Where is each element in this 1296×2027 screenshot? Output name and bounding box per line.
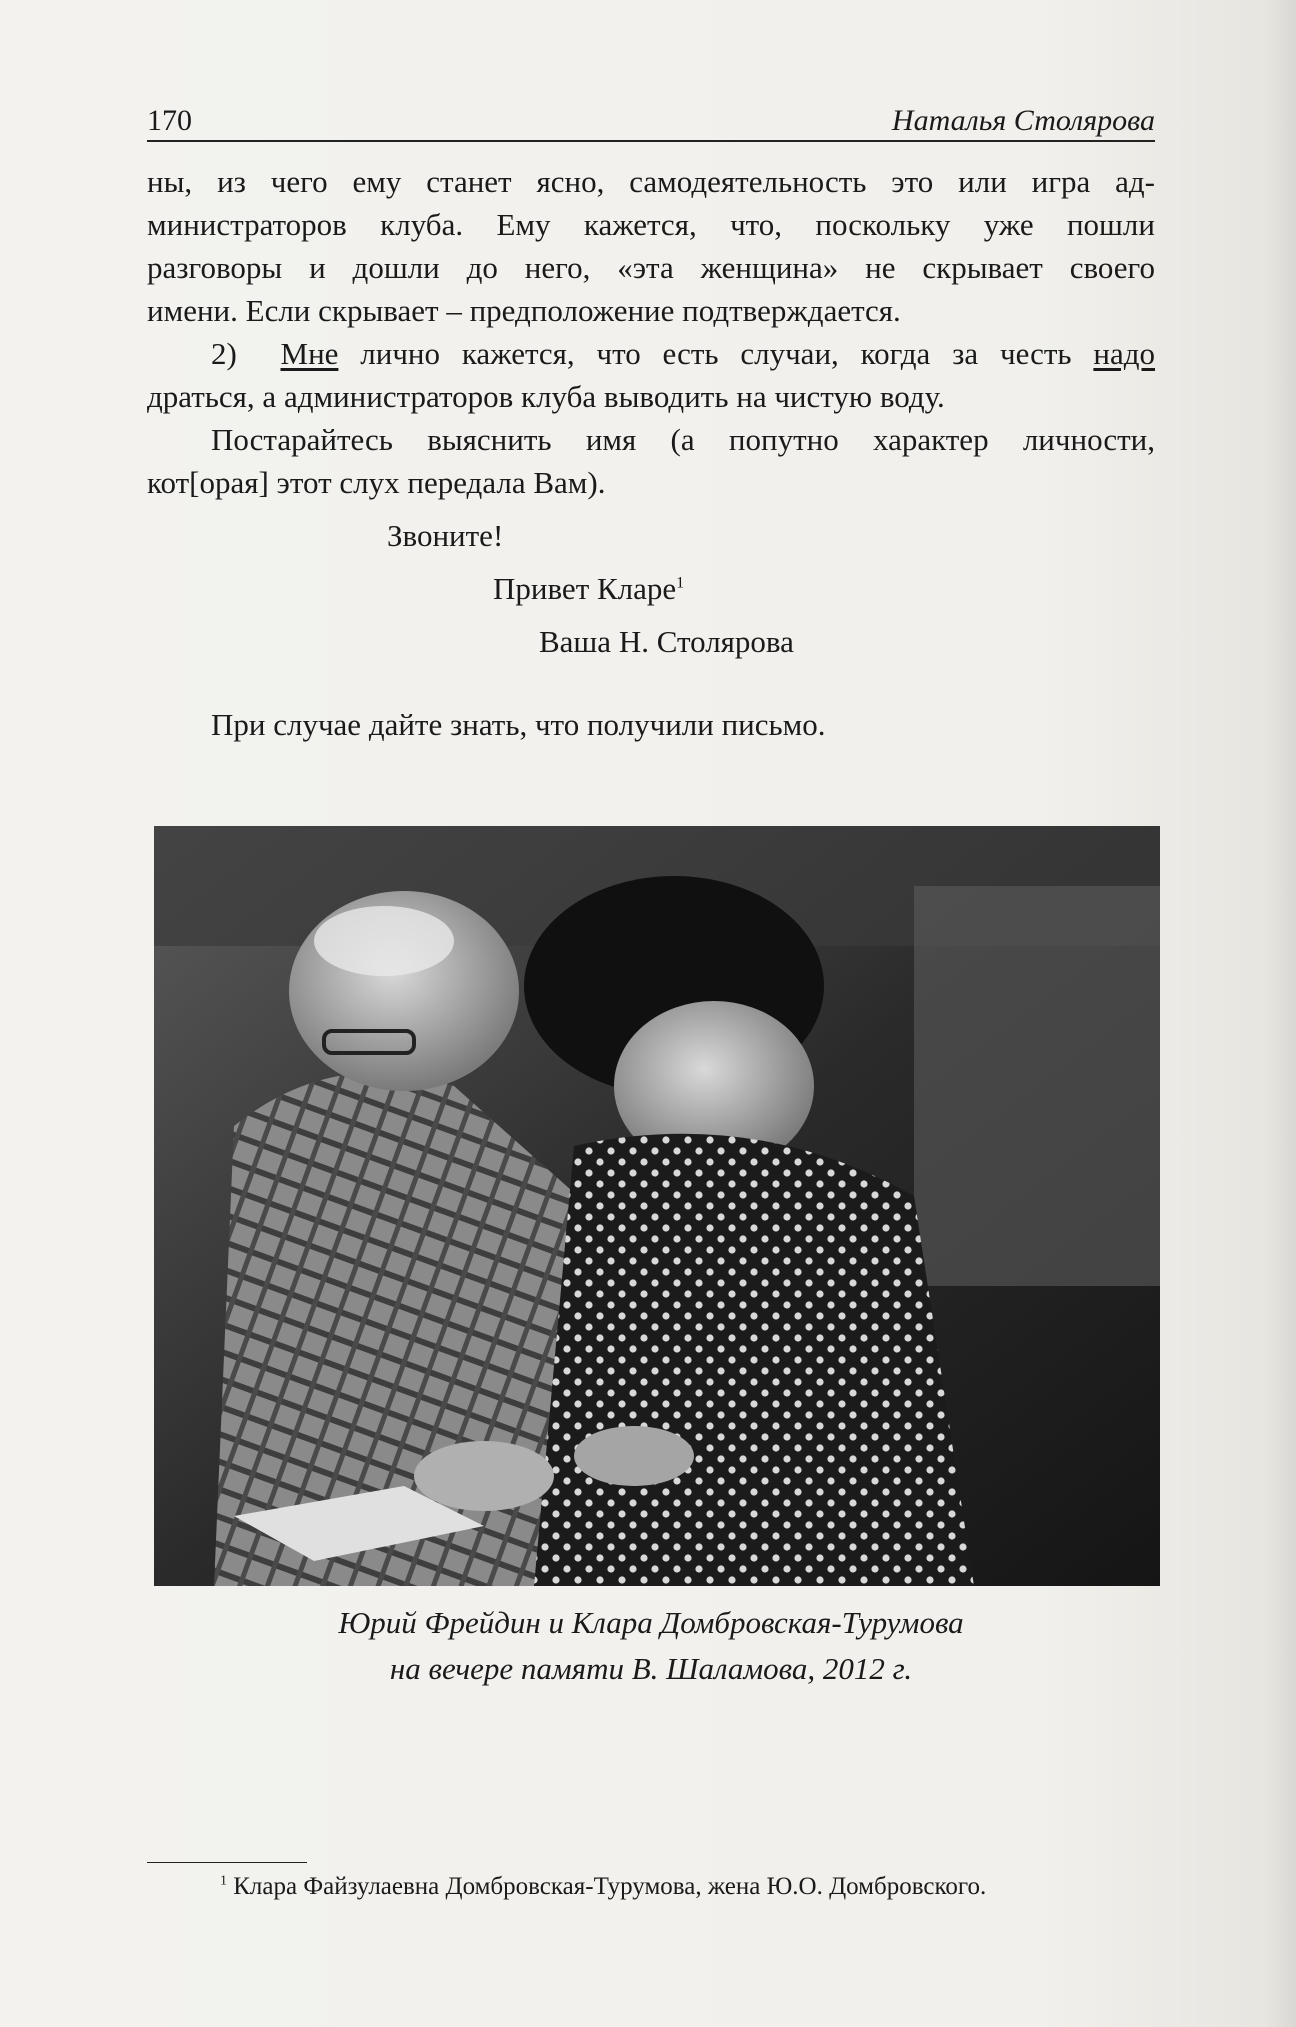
footnote-rule [147, 1862, 307, 1863]
signature-line: Ваша Н. Столярова [539, 624, 794, 659]
greeting-line [147, 567, 1155, 610]
text-line: министраторов клуба. Ему кажется, что, поскольку уже пошли [147, 207, 1155, 242]
text-line: кот[орая] этот слух передала Вам). [147, 465, 606, 500]
underlined-word: надо [1093, 336, 1156, 371]
text-line: разговоры и дошли до него, «эта женщина» не скрывает своего [147, 250, 1155, 285]
photo-image [154, 826, 1160, 1586]
underlined-word: Мне [280, 336, 339, 371]
page-number: 170 [147, 104, 192, 137]
text-line: Постарайтесь выяснить имя (а попутно характер личности, [211, 422, 1155, 457]
text-line: драться, а администраторов клуба выводить на чистую воду. [147, 379, 945, 414]
text-line: имени. Если скрывает – предположение подтверждается. [147, 293, 901, 328]
text-line: ны, из чего ему станет ясно, самодеятельность это или игра ад- [147, 164, 1155, 199]
footnote-mark: 1 [220, 1873, 227, 1889]
photo [154, 826, 1160, 1586]
item-number: 2) [211, 336, 237, 371]
page-header [147, 96, 1155, 142]
footnote [220, 1870, 1170, 1904]
page-edge-shadow [1266, 0, 1296, 2027]
text-span: лично кажется, что есть случаи, когда за честь [360, 336, 1072, 371]
running-head: Наталья Столярова [891, 104, 1155, 137]
postscript-line: При случае дайте знать, что получили письмо. [211, 707, 826, 742]
caption-line: Юрий Фрейдин и Клара Домбровская-Турумова [338, 1605, 964, 1640]
letter-body [147, 160, 1155, 746]
footnote-text: Клара Файзулаевна Домбровская-Турумова, жена Ю.О. Домбровского. [233, 1873, 987, 1900]
greeting-text: Привет Кларе [493, 571, 677, 606]
photo-caption [147, 1600, 1155, 1692]
caption-line: на вечере памяти В. Шаламова, 2012 г. [389, 1651, 913, 1686]
paragraph-2-line [147, 332, 1155, 375]
footnote-ref: 1 [676, 574, 685, 592]
call-line: Звоните! [387, 518, 504, 553]
